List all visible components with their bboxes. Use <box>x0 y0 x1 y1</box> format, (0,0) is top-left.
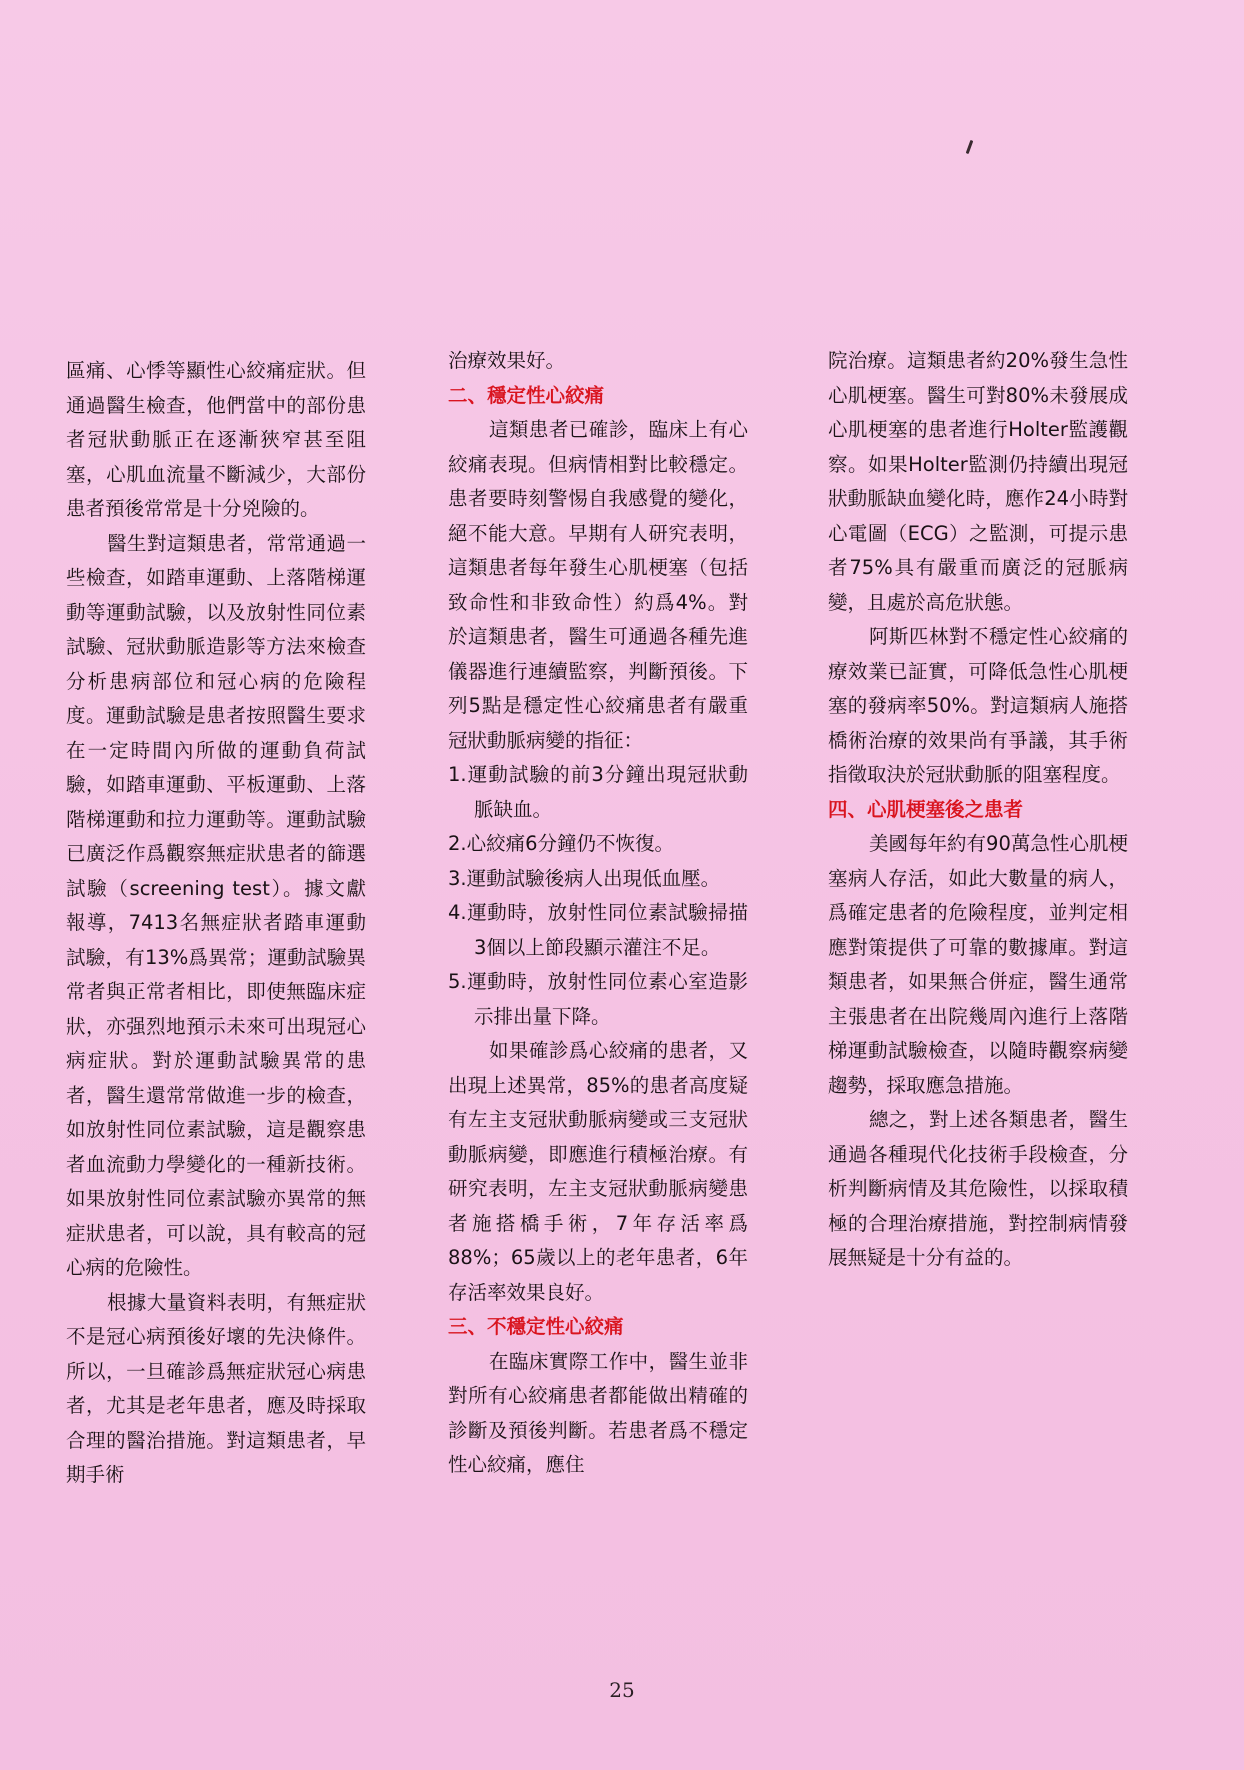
print-speck <box>966 140 974 154</box>
paragraph: 區痛、心悸等顯性心絞痛症狀。但通過醫生檢查，他們當中的部份患者冠狀動脈正在逐漸狹窄甚至阻塞，心肌血流量不斷減少，大部份患者預後常常是十分兇險的。 <box>66 359 366 520</box>
section-heading: 三、不穩定性心絞痛 <box>448 1315 624 1338</box>
section-heading: 二、穩定性心絞痛 <box>448 383 605 407</box>
paragraph: 阿斯匹林對不穩定性心絞痛的療效業已証實，可降低急性心肌梗塞的發病率50%。對這類病人施搭橋術治療的效果尚有爭議，其手術指徵取決於冠狀動脈的阻塞程度。 <box>828 625 1128 786</box>
column-right <box>828 344 1128 1276</box>
paragraph: 治療效果好。 <box>448 349 566 372</box>
list-item: 5.運動時，放射性同位素心室造影示排出量下降。 <box>448 970 748 1028</box>
paragraph: 總之，對上述各類患者，醫生通過各種現代化技術手段檢查，分析判斷病情及其危險性，以採取積極的合理治療措施，對控制病情發展無疑是十分有益的。 <box>828 1108 1128 1269</box>
list-item: 1.運動試驗的前3分鐘出現冠狀動脈缺血。 <box>448 763 748 821</box>
page-number: 25 <box>609 1678 635 1702</box>
list-item: 4.運動時，放射性同位素試驗掃描3個以上節段顯示灌注不足。 <box>448 901 748 959</box>
section-heading: 四、心肌梗塞後之患者 <box>828 797 1024 821</box>
paragraph: 在臨床實際工作中，醫生並非對所有心絞痛患者都能做出精確的診斷及預後判斷。若患者爲不穩定性心絞痛，應住 <box>448 1349 748 1476</box>
paragraph: 醫生對這類患者，常常通過一些檢查，如踏車運動、上落階梯運動等運動試驗，以及放射性同位素試驗、冠狀動脈造影等方法來檢查分析患病部位和冠心病的危險程度。運動試驗是患者按照醫生要求在一定時間內所做的運動負荷試驗，如踏車運動、平板運動、上落階梯運動和拉力運動等。運動試驗已廣泛作爲觀察無症狀患者的篩選試驗（screening test）。據文獻報導，7413名無症狀者踏車運動試驗，有13%爲異常；運動試驗異常者與正常者相比，即使無臨床症狀，亦强烈地預示未來可出現冠心病症狀。對於運動試驗異常的患者，醫生還常常做進一步的檢查，如放射性同位素試驗，這是觀察患者血流動力學變化的一種新技術。如果放射性同位素試驗亦異常的無症狀患者，可以說，具有較高的冠心病的危險性。 <box>66 531 366 1279</box>
paragraph: 美國每年約有90萬急性心肌梗塞病人存活，如此大數量的病人，爲確定患者的危險程度，並判定相應對策提供了可靠的數據庫。對這類患者，如果無合併症，醫生通常主張患者在出院幾周內進行上落階梯運動試驗檢查，以隨時觀察病變趨勢，採取應急措施。 <box>828 832 1128 1097</box>
paragraph: 如果確診爲心絞痛的患者，又出現上述異常，85%的患者高度疑有左主支冠狀動脈病變或三支冠狀動脈病變，即應進行積極治療。有研究表明，左主支冠狀動脈病變患者施搭橋手術，7年存活率爲88%；65歲以上的老年患者，6年存活率效果良好。 <box>448 1039 748 1304</box>
column-middle <box>448 344 748 1483</box>
paragraph: 根據大量資料表明，有無症狀不是冠心病預後好壞的先決條件。所以，一旦確診爲無症狀冠心病患者，尤其是老年患者，應及時採取合理的醫治措施。對這類患者，早期手術 <box>66 1290 366 1486</box>
list-item: 2.心絞痛6分鐘仍不恢復。 <box>448 832 675 855</box>
list-item: 3.運動試驗後病人出現低血壓。 <box>448 866 721 890</box>
paragraph: 院治療。這類患者約20%發生急性心肌梗塞。醫生可對80%未發展成心肌梗塞的患者進行Holter監護觀察。如果Holter監測仍持續出現冠狀動脈缺血變化時，應作24小時對心電圖（ECG）之監測，可提示患者75%具有嚴重而廣泛的冠脈病變，且處於高危狀態。 <box>828 349 1128 614</box>
paragraph: 這類患者已確診，臨床上有心絞痛表現。但病情相對比較穩定。患者要時刻警惕自我感覺的變化，絕不能大意。早期有人研究表明，這類患者每年發生心肌梗塞（包括致命性和非致命性）約爲4%。對於這類患者，醫生可通過各種先進儀器進行連續監察，判斷預後。下列5點是穩定性心絞痛患者有嚴重冠狀動脈病變的指征： <box>448 418 748 752</box>
column-left <box>66 354 366 1493</box>
